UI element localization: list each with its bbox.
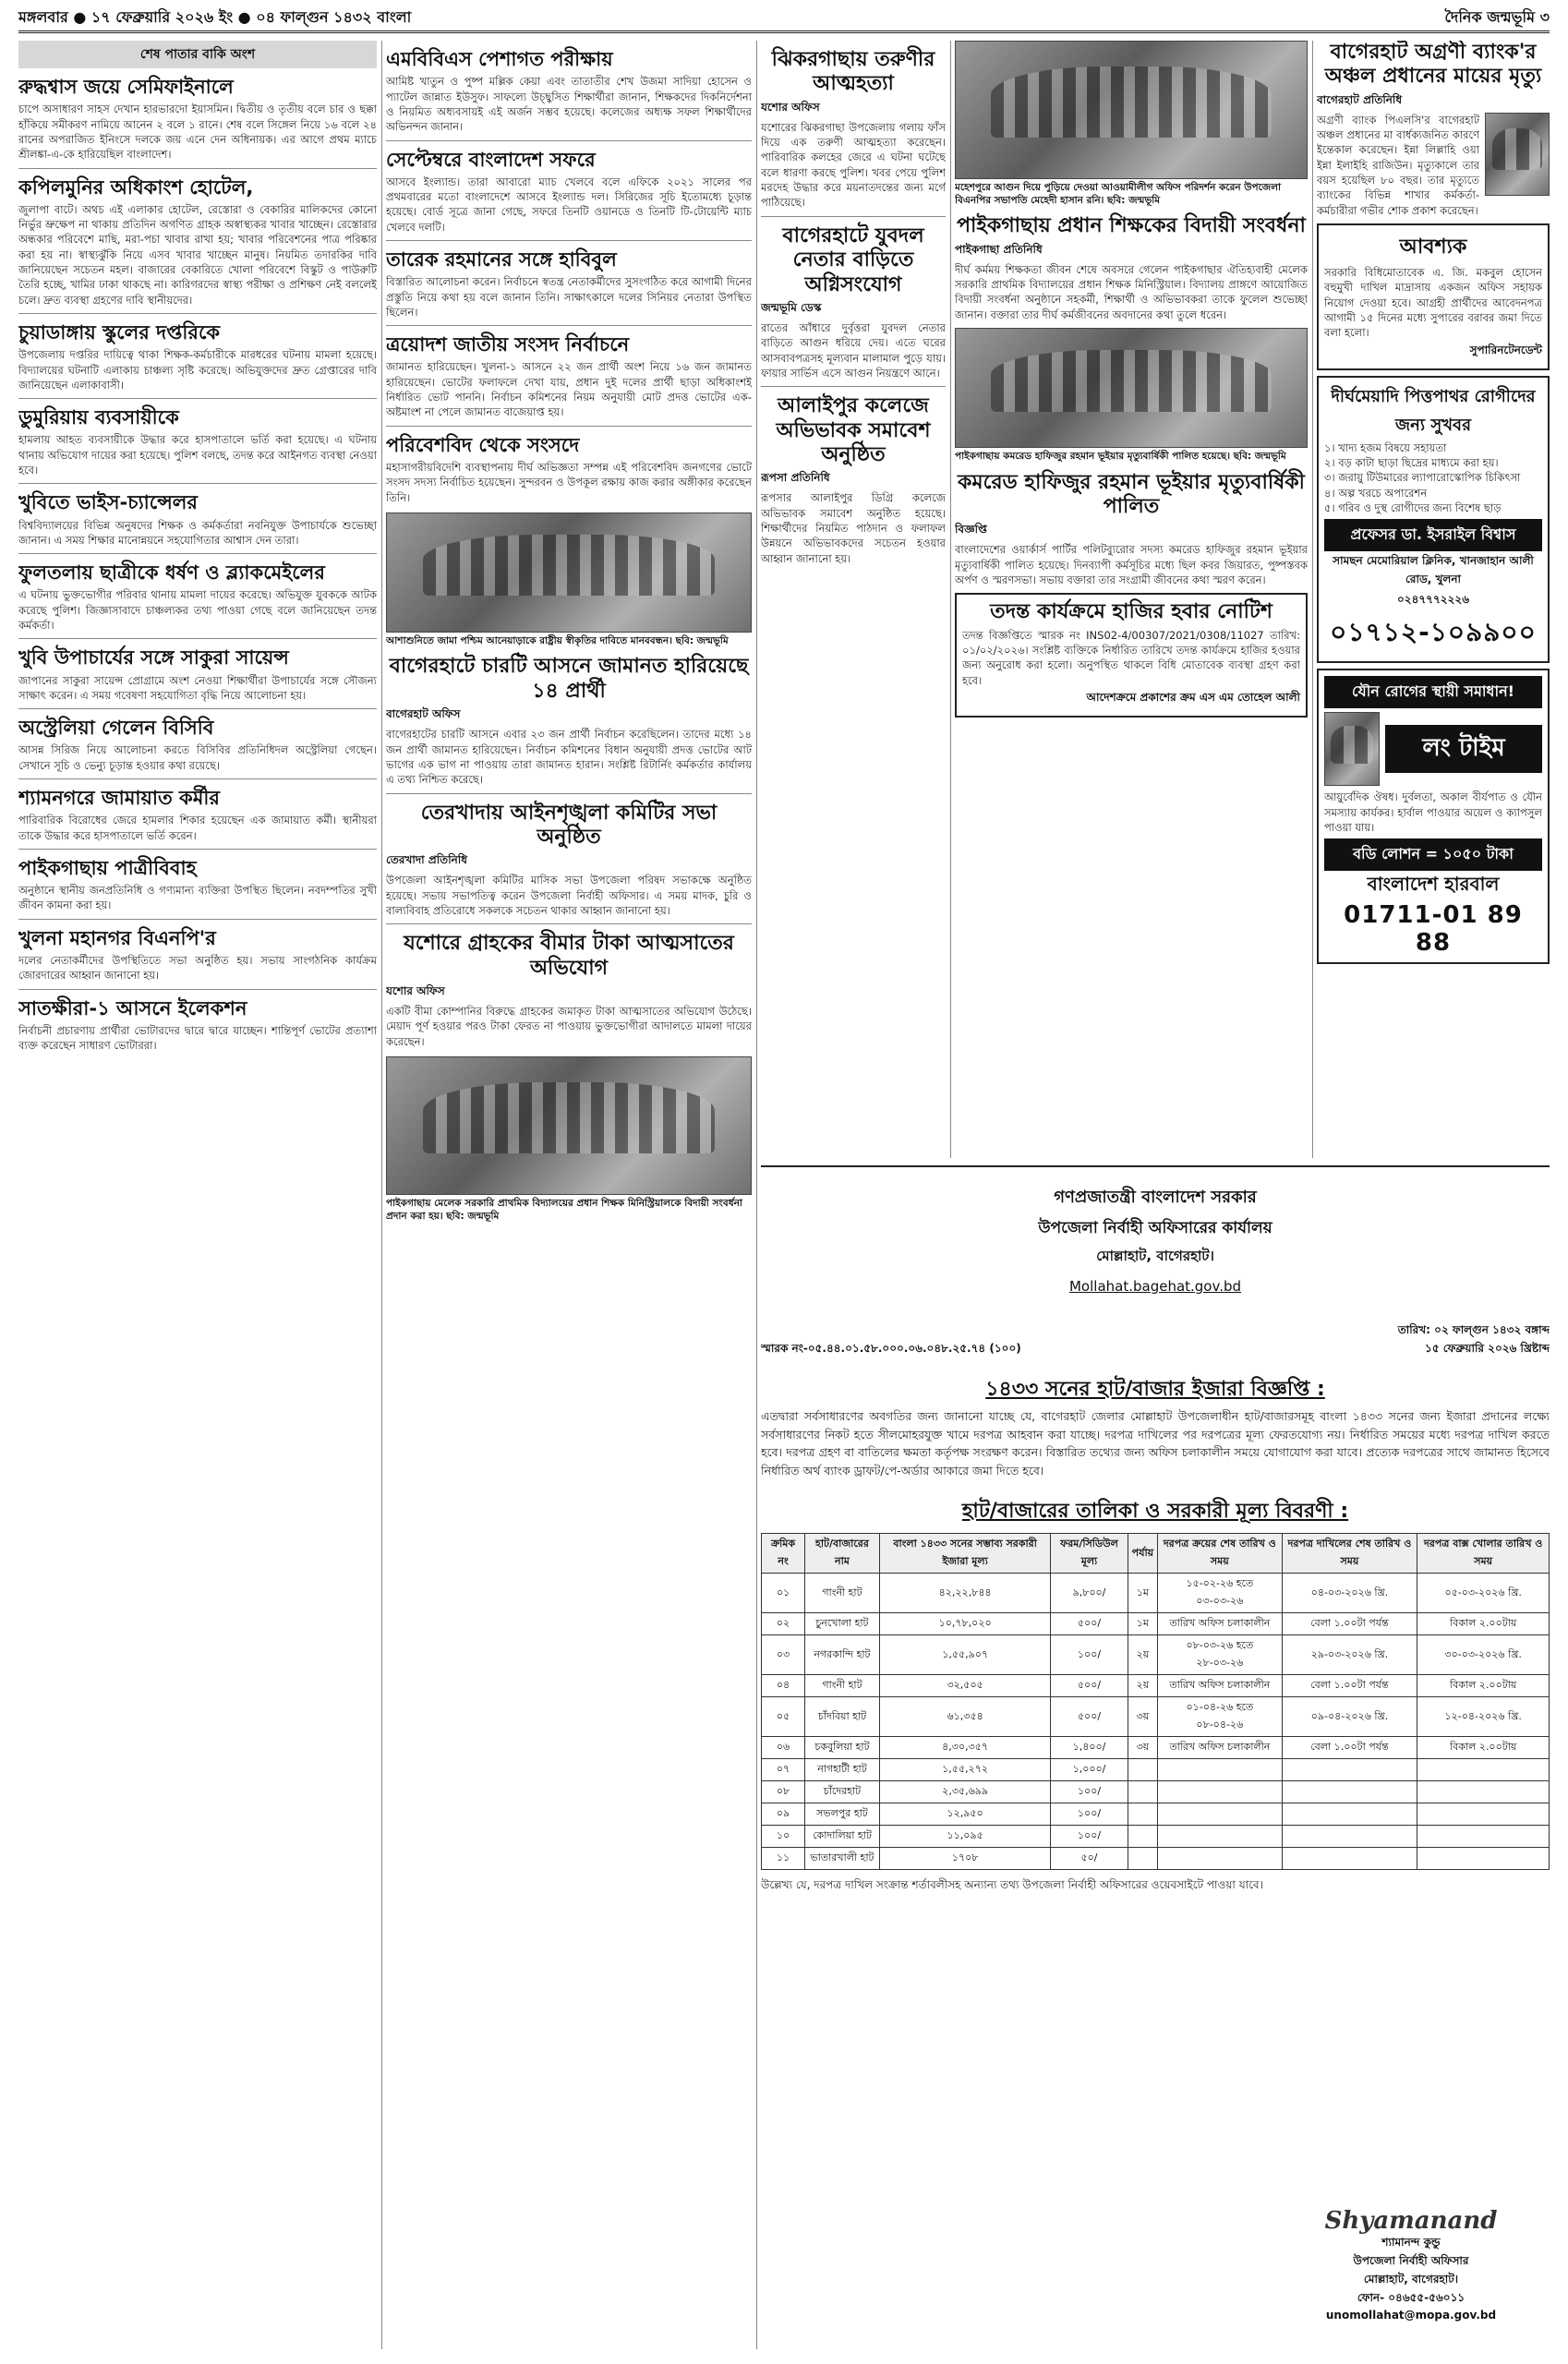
table-header: হাট/বাজারের নাম [805,1534,880,1574]
article-body: জামানত হারিয়েছেন। খুলনা-১ আসনে ২২ জন প্রার্থী অংশ নিয়ে ১৬ জন জামানত হারিয়েছেন। ভোটের ফলাফলে দেখা যায়, প্রধান দুই দলের প্রার্থী ছাড়া অধিকাংশই নির্ধারিত ভোট পাননি। নির্বাচন কমিশনের নিয়ম অনুযায়ী মোট প্রদত্ত ভোটের এক-অষ্টমাংশ না পেলে জামানত বাজেয়াপ্ত হয়। [386,360,752,419]
headline: যশোরে গ্রাহকের বীমার টাকা আত্মসাতের অভিযোগ [404,932,734,980]
photo-caption: মহেশপুরে আগুন দিয়ে পুড়িয়ে দেওয়া আওয়ামীলীগ অফিস পরিদর্শন করেন উপজেলা বিএনপির সভাপতি মেহেদী হাসান রনি। ছবি: জন্মভূমি [955,182,1282,206]
article [18,76,377,169]
table-cell: ১০০/ [1051,1635,1128,1675]
table-row [762,1613,1550,1635]
table-cell: ১,৫৫,২৭২ [879,1759,1050,1781]
table-title: হাট/বাজারের তালিকা ও সরকারী মূল্য বিবরণী : [961,1499,1349,1523]
signature-block [1309,2207,1513,2322]
ad-title: দীর্ঘমেয়াদি পিত্তপাথর রোগীদের জন্য সুখবর [1331,386,1536,435]
table-cell: ১৭০৮ [879,1848,1050,1870]
table-cell: ০২ [762,1613,805,1635]
headline: কপিলমুনির অধিকাংশ হোটেল, [18,175,254,199]
table-cell: বেলা ১.০০টা পর্যন্ত [1282,1675,1417,1697]
clinic-item: ৫। গরিব ও দুস্থ রোগীদের জন্য বিশেষ ছাড় [1324,501,1502,515]
sign-email[interactable]: unomollahat@mopa.gov.bd [1325,2309,1497,2322]
article-body: উপজেলা আইনশৃঙ্খলা কমিটির মাসিক সভা উপজেলা পরিষদ সভাকক্ষে অনুষ্ঠিত হয়েছে। সভায় সভাপতিত্ব করেন উপজেলা নির্বাহী অফিসার। এ সময় মাদক, চুরি ও বাল্যবিবাহ প্রতিরোধে সকলকে সচেতন থাকার আহ্বান জানানো হয়। [386,874,752,918]
article-body: মহাসাগরীয়বিদেশি ব্যবস্থাপনায় দীর্ঘ অভিজ্ঞতা সম্পন্ন এই পরিবেশবিদ জনগণের ভোটে সংসদ সদস্য নির্বাচিত হয়েছেন। সুন্দরবন ও উপকূল রক্ষায় কাজ করার অঙ্গীকার করেছেন তিনি। [386,460,752,504]
table-cell [1158,1803,1282,1826]
photo-caption: আশাশুনিতে জামা পশ্চিম আনেয়াড়াকে রাষ্ট্রীয় স্বীকৃতির দাবিতে মানববন্ধন। ছবি: জন্মভূমি [386,634,729,646]
headline: তেরখাদায় আইনশৃঙ্খলা কমিটির সভা অনুষ্ঠিত [420,801,718,849]
headline: খুলনা মহানগর বিএনপি'র [18,926,216,949]
table-cell: ৪২,২২,৮৪৪ [879,1574,1050,1613]
headline: সেপ্টেম্বরে বাংলাদেশ সফরে [386,148,596,171]
table-cell [1128,1803,1157,1826]
article [386,333,752,420]
product-image [1324,712,1380,786]
table-cell: ০৮-০৩-২৬ হতে ২৮-০৩-২৬ [1158,1635,1282,1675]
table-row [762,1635,1550,1675]
clinic-item: ৩। জরায়ু টিউমারের ল্যাপারোস্কোপিক চিকিৎসা [1324,471,1521,485]
news-photo [955,41,1308,179]
ad-sign: সুপারিনটেনডেন্ট [1469,343,1542,356]
table-cell: ৫০০/ [1051,1697,1128,1737]
table-row [762,1848,1550,1870]
paper-name: দৈনিক জন্মভূমি ৩ [1444,8,1550,26]
clinic-item: ২। বড় কাটা ছাড়া ছিদ্রের মাধ্যমে করা হয়। [1324,456,1499,470]
headline: চুয়াডাঙ্গায় স্কুলের দপ্তরিকে [18,320,221,344]
table-cell: ৩২,৫০৫ [879,1675,1050,1697]
table-cell: ১০০/ [1051,1781,1128,1803]
ad-body: সরকারি বিধিমোতাবেক এ. জি. মকবুল হোসেন বহুমুখী দাখিল মাদ্রাসায় একজন অফিস সহায়ক নিয়োগ দেওয়া হবে। আগ্রহী প্রার্থীদের আবেদনপত্র আগামী ১৫ দিনের মধ্যে সুপারের বরাবর জমা দিতে বলা হলো। [1324,266,1542,340]
article [18,321,377,399]
shop-name: বাংলাদেশ হারবাল [1367,873,1500,896]
table-cell: ০৪ [762,1675,805,1697]
ad-title: আবশ্যক [1399,235,1467,259]
ad-need [1317,223,1550,370]
article-body: আসবে ইংল্যান্ড। তারা আবারো ম্যাচ খেলবে বলে এফিকে ২০২১ সালের পর প্রথমবারের মতো বাংলাদেশে আসবে ইংল্যান্ড দল। সিরিজের সূচি ইতোমধ্যে চূড়ান্ত হয়েছে। বোর্ড সূত্রে জানা গেছে, সফরে তিনটি ওয়ানডে ও তিনটি টি-টোয়েন্টি ম্যাচ খেলবে দলটি। [386,175,752,234]
table-cell: ০৬ [762,1737,805,1759]
headline: পাইকগাছায় পাত্রীবিবাহ [18,856,197,879]
table-cell: গাংনী হাট [805,1675,880,1697]
table-cell: বেলা ১.০০টা পর্যন্ত [1282,1613,1417,1635]
table-cell: বিকাল ২.০০টায় [1417,1675,1550,1697]
section-band: শেষ পাতার বাকি অংশ [18,41,377,68]
table-header: পর্যায় [1128,1534,1157,1574]
table-cell: ০১ [762,1574,805,1613]
tender-notice: এতদ্বারা সর্বসাধারণের অবগতির জন্য জানানো যাচ্ছে যে, বাগেরহাট জেলার মোল্লাহাট উপজেলাধীন হাট/বাজারসমূহ বাংলা ১৪৩৩ সনের জন্য ইজারা প্রদানের লক্ষ্যে সর্বসাধারণের নিকট হতে সীলমোহরযুক্ত খামে দরপত্র আহবান করা যাচ্ছে। দরপত্র দাখিলের পর দরপত্রের মূল্য ফেরতযোগ্য নয়। নির্ধারিত সময়ের মধ্যে দরপত্র দাখিল করতে হবে। দরপত্র গ্রহণ বা বাতিলের ক্ষমতা কর্তৃপক্ষ সংরক্ষণ করেন। বিস্তারিত তথ্যের জন্য অফিস চলাকালীন সময়ে যোগাযোগ করা যাবে। প্রত্যেক দরপত্রের সাথে জামানত হিসেবে নির্ধারিত অর্থ ব্যাংক ড্রাফট/পে-অর্ডার আকারে জমা দিতে হবে। [761,1409,1550,1478]
article [18,491,377,554]
table-cell [1417,1781,1550,1803]
table-header: ফরম/সিডিউল মূল্য [1051,1534,1128,1574]
article-body: চাপে অসাধারণ সাহস দেখান হারভারদো ইয়াসমিন। দ্বিতীয় ও তৃতীয় বলে চার ও ছক্কা হাঁকিয়ে সমীকরণ নামিয়ে আনেন ২ বলে ১ রানে। শেষ বলে সিঙ্গেল নিয়ে ১৬ বলে ২৪ রানের অপরাজিত ইনিংসে দলকে জয় এনে দেন অধিনায়ক। এর আগে প্রথম ম্যাচে শ্রীলঙ্কা-এ-কে হারিয়েছিল বাংলাদেশ। [18,103,377,162]
headline: এমবিবিএস পেশাগত পরীক্ষায় [386,48,613,70]
table-cell: ৪,৩০,৩৫৭ [879,1737,1050,1759]
table-cell [1282,1826,1417,1848]
table-cell: ৯,৮০০/ [1051,1574,1128,1613]
table-cell: ১২-০৪-২০২৬ খ্রি. [1417,1697,1550,1737]
table-cell: ১ম [1128,1613,1157,1635]
article [18,646,377,709]
byline: তেরখাদা প্রতিনিধি [386,853,467,867]
memo-number: স্মারক নং-০৫.৪৪.০১.৫৮.০০০.০৬.০৪৮.২৫.৭৪ (১০০) [761,1342,1021,1355]
ad-herbal [1317,669,1550,964]
column-4 [955,41,1308,1158]
headline: ত্রয়োদশ জাতীয় সংসদ নির্বাচনে [386,333,630,356]
table-cell: ১৫-০২-২৬ হতে ০৩-০৩-২৬ [1158,1574,1282,1613]
hat-table [761,1533,1550,1870]
notice-body: তদন্ত বিজ্ঞপ্তিতে স্মারক নং INS02-4/00307/2021/0308/11027 তারিখ: ০১/০২/২০২৬। সংশ্লিষ্ট ব্যক্তিকে নির্ধারিত তারিখে তদন্ত কার্যক্রমে হাজির হওয়ার জন্য অনুরোধ করা হলো। অনুপস্থিত থাকলে বিধি মোতাবেক ব্যবস্থা গ্রহণ করা হবে। [962,628,1300,687]
ad-phone: 01711-01 89 88 [1344,901,1523,958]
sign-phone: ফোন- ০৪৬৫৫-৫৬০১১ [1357,2291,1465,2304]
table-row [762,1803,1550,1826]
table-cell [1417,1826,1550,1848]
headline: খুবি উপাচার্যের সঙ্গে সাকুরা সায়েন্স [18,646,289,669]
table-cell: ১০ [762,1826,805,1848]
table-cell [1128,1826,1157,1848]
headline: ফুলতলায় ছাত্রীকে ধর্ষণ ও ব্ল্যাকমেইলের [18,561,325,585]
article-body: হামলায় আহত ব্যবসায়ীকে উদ্ধার করে হাসপাতালে ভর্তি করা হয়েছে। এ ঘটনায় থানায় অভিযোগ দায়ের করা হয়েছে। পুলিশ বলছে, তদন্ত করে আইনগত ব্যবস্থা নেওয়া হবে। [18,433,377,476]
table-row [762,1781,1550,1803]
article-body: বিশ্ববিদ্যালয়ের বিভিন্ন অনুষদের শিক্ষক ও কর্মকর্তারা নবনিযুক্ত উপাচার্যকে শুভেচ্ছা জানান। এ সময় শিক্ষার মানোন্নয়নে সহযোগিতার আশ্বাস দেন তারা। [18,518,377,547]
clinic-item: ১। খাদ্য হজম বিষয়ে সহায়তা [1324,440,1447,454]
table-cell: গাংনী হাট [805,1574,880,1613]
article-body: অনুষ্ঠানে স্থানীয় জনপ্রতিনিধি ও গণ্যমান্য ব্যক্তিরা উপস্থিত ছিলেন। নবদম্পতির সুখী জীবন কামনা করা হয়। [18,884,377,912]
headline: রুদ্ধশ্বাস জয়ে সেমিফাইনালে [18,76,234,98]
table-cell: চকবুলিয়া হাট [805,1737,880,1759]
sign-place: মোল্লাহাট, বাগেরহাট। [1363,2273,1459,2286]
gov-notice [761,1165,1550,2349]
table-cell: ৩য় [1128,1737,1157,1759]
table-cell: চুনখোলা হাট [805,1613,880,1635]
table-header: দরপত্র ক্রয়ের শেষ তারিখ ও সময় [1158,1534,1282,1574]
article-body: আমিষ্ট খাতুন ও পুষ্প মল্লিক কেয়া এবং তাতাতীর শেখ উজমা সাদিয়া হোসেন ও প্যাটেল জান্নাত ইউসুফ। সাফল্যে উচ্ছ্বসিত শিক্ষার্থীরা জানান, শিক্ষকদের দিকনির্দেশনা ও নিয়মিত অধ্যবসায়ই এই অর্জন সম্ভব হয়েছে। কলেজের অধ্যক্ষ সফল শিক্ষার্থীদের অভিনন্দন জানান। [386,75,752,134]
table-row [762,1574,1550,1613]
table-cell [1282,1803,1417,1826]
table-row [762,1675,1550,1697]
table-cell: ১২,৯৫০ [879,1803,1050,1826]
table-cell: চাঁদেরহাট [805,1781,880,1803]
article [386,48,752,135]
byline: যশোর অফিস [761,100,820,114]
table-cell [1282,1759,1417,1781]
table-row [762,1759,1550,1781]
page-header [18,6,1550,33]
table-cell: ১১ [762,1848,805,1870]
table-cell [1417,1848,1550,1870]
byline: বাগেরহাট প্রতিনিধি [1317,92,1403,106]
table-cell: ২,৩৫,৬৯৯ [879,1781,1050,1803]
table-cell: ভাতারখালী হাট [805,1848,880,1870]
table-cell: ২য় [1128,1635,1157,1675]
table-header: বাংলা ১৪৩৩ সনের সম্ভাব্য সরকারী ইজারা মূল্য [879,1534,1050,1574]
column-2 [386,41,752,2349]
byline: জন্মভূমি ডেস্ক [761,300,822,314]
date-bangla: তারিখ: ০২ ফাল্গুন ১৪৩২ বঙ্গাব্দ [1397,1323,1550,1336]
portrait-photo [1485,113,1550,196]
headline: তারেক রহমানের সঙ্গে হাবিবুল [386,248,617,271]
photo-caption: পাইকগাছায় কমরেড হাফিজুর রহমান ভূইয়ার মৃত্যুবার্ষিকী পালিত হয়েছে। ছবি: জন্মভূমি [955,450,1286,462]
article-body: একটি বীমা কোম্পানির বিরুদ্ধে গ্রাহকের জমাকৃত টাকা আত্মসাতের অভিযোগ উঠেছে। মেয়াদ পূর্ণ হওয়ার পরও টাকা ফেরত না পাওয়ায় ভুক্তভোগীরা আদালতে মামলা দায়ের করেছেন। [386,1005,752,1048]
byline: পাইকগাছা প্রতিনিধি [955,242,1043,256]
tender-title: ১৪৩৩ সনের হাট/বাজার ইজারা বিজ্ঞপ্তি : [985,1378,1325,1401]
table-cell: ১০০/ [1051,1803,1128,1826]
table-cell [1158,1759,1282,1781]
article [18,927,377,990]
photo-caption: পাইকগাছায় মেলেক সরকারি প্রাথমিক বিদ্যালয়ের প্রধান শিক্ষক মিনিস্ট্রিয়ালকে বিদায়ী সংবর্ধনা প্রদান করা হয়। ছবি: জন্মভূমি [386,1198,742,1222]
article-body: নির্বাচনী প্রচারণায় প্রার্থীরা ভোটারদের দ্বারে দ্বারে যাচ্ছেন। শান্তিপূর্ণ ভোটের প্রত্যাশা ব্যক্ত করেছেন সাধারণ ভোটাররা। [18,1023,377,1053]
table-cell: ৫০০/ [1051,1613,1128,1635]
table-cell: নগরকান্দি হাট [805,1635,880,1675]
table-cell: ৩০-০৩-২০২৬ খ্রি. [1417,1635,1550,1675]
headline: পাইকগাছায় প্রধান শিক্ষকের বিদায়ী সংবর্ধনা [957,214,1306,238]
headline: শ্যামনগরে জামায়াত কর্মীর [18,787,220,810]
article-body: অগ্রণী ব্যাংক পিএলসি'র বাগেরহাট অঞ্চল প্রধানের মা বার্ধক্যজনিত কারণে ইন্তেকাল করেছেন। ইন্না লিল্লাহি ওয়া ইন্না ইলাইহি রাজিউন। মৃত্যুকালে তার বয়স হয়েছিল ৮০ বছর। তার মৃত্যুতে ব্যাংকের বিভিন্ন শাখার কর্মকর্তা-কর্মচারীরা গভীর শোক প্রকাশ করেছেন। [1317,113,1479,217]
article-body: বাগেরহাটের চারটি আসনে এবার ২৩ জন প্রার্থী নির্বাচন করেছিলেন। তাদের মধ্যে ১৪ জন প্রার্থী জামানত হারিয়েছেন। নির্বাচন কমিশনের বিধান অনুযায়ী প্রদত্ত ভোটের আট ভাগের এক ভাগ না পাওয়ায় তারা জামানত হারান। সংশ্লিষ্ট রিটার্নিং কর্মকর্তার কার্যালয় এ তথ্য নিশ্চিত করেছে। [386,728,752,787]
table-header: দরপত্র দাখিলের শেষ তারিখ ও সময় [1282,1534,1417,1574]
clinic-phone: ০১৭১২-১০৯৯০০ [1330,617,1537,648]
table-row [762,1826,1550,1848]
headline: ঝিকরগাছায় তরুণীর আত্মহত্যা [771,48,935,96]
table-cell: ০৮ [762,1781,805,1803]
headline: বাগেরহাট অগ্রণী ব্যাংক'র অঞ্চল প্রধানের মায়ের মৃত্যু [1324,41,1542,89]
article-body: এ ঘটনায় ভুক্তভোগীর পরিবার থানায় মামলা দায়ের করেছে। অভিযুক্ত যুবককে আটক করেছে পুলিশ। জিজ্ঞাসাবাদে চাঞ্চল্যকর তথ্য পাওয়া গেছে বলে জানিয়েছেন তদন্ত কর্মকর্তা। [18,588,377,633]
headline: তদন্ত কার্যক্রমে হাজির হবার নোটিশ [990,600,1272,624]
table-cell: বিকাল ২.০০টায় [1417,1613,1550,1635]
gov-line-3: মোল্লাহাট, বাগেরহাট। [1096,1248,1214,1264]
sign-title: উপজেলা নির্বাহী অফিসার [1353,2254,1469,2267]
table-cell: ১,৫৫,৯০৭ [879,1635,1050,1675]
article-body: উপজেলায় দপ্তরির দায়িত্বে থাকা শিক্ষক-কর্মচারীকে মারধরের ঘটনায় মামলা হয়েছে। বিদ্যালয়ের ঘটনাটি এলাকায় চাঞ্চল্য সৃষ্টি করেছে। অভিযুক্তদের দ্রুত গ্রেপ্তারের দাবি জানিয়েছেন এলাকাবাসী। [18,348,377,392]
gov-website[interactable]: Mollahat.bagehat.gov.bd [1068,1278,1242,1295]
notice-box [955,593,1308,718]
gov-line-2: উপজেলা নির্বাহী অফিসারের কার্যালয় [1038,1219,1272,1237]
table-cell: বিকাল ২.০০টায় [1417,1737,1550,1759]
byline: যশোর অফিস [386,984,445,998]
article-body: বাংলাদেশের ওয়ার্কার্স পার্টির পলিটব্যুরোর সদস্য কমরেড হাফিজুর রহমান ভূইয়ার মৃত্যুবার্ষিকী পালিত হয়েছে। দিনব্যাপী কর্মসূচির মধ্যে ছিল কবর জিয়ারত, পুষ্পস্তবক অর্পণ ও স্মরণসভা। সভায় বক্তারা তার সংগ্রামী জীবনের কথা স্মরণ করেন। [955,543,1308,587]
table-cell [1128,1781,1157,1803]
table-cell: ১,০০০/ [1051,1759,1128,1781]
table-cell: তারিখ অফিস চলাকালীন [1158,1613,1282,1635]
article [386,149,752,235]
ad-title: যৌন রোগের স্থায়ী সমাধান! [1324,676,1542,708]
article-body: জুলাপা বাটে। অথচ এই এলাকার হোটেল, রেস্তোরা ও বেকারির মালিকদের কোনো নির্ভুর ভ্রুক্ষেপ না থাকায় প্রতিদিন অগণিত গ্রাহক অস্বাস্থ্যকর খাবার খাচ্ছেন। রেস্তোরার অন্ধকার পরিবেশে মাছি, মরা-পচা খাবার রাখা হয়; খাবার পরিবেশনের পাত্র পরিষ্কার করা হয় না। স্বাস্থ্যঝুঁকি নিয়ে এসব খাবার খাচ্ছেন মানুষ। নিয়মিত তদারকির দাবি জানিয়েছেন সচেতন মহল। বাজারের বেকারিতে খোলা পরিবেশে বিস্কুট ও পাউরুটি তৈরি হচ্ছে, খামির ঢাকা থাকছে না। কারিগরদের স্বাস্থ্য পরীক্ষা ও প্রশিক্ষণ নেই বললেই চলে। দ্রুত ব্যবস্থা গ্রহণের দাবি স্থানীয়দের। [18,202,377,307]
table-header: ক্রমিক নং [762,1534,805,1574]
table-cell: ০৩ [762,1635,805,1675]
sign-name: শ্যামানন্দ কুন্ডু [1381,2236,1441,2249]
article [18,857,377,920]
article-body: যশোরের ঝিকরগাছা উপজেলায় গলায় ফাঁস দিয়ে এক তরুণী আত্মহত্যা করেছেন। পারিবারিক কলহের জেরে এ ঘটনা ঘটেছে বলে ধারণা করছে পুলিশ। খবর পেয়ে পুলিশ মরদেহ উদ্ধার করে ময়নাতদন্তের জন্য মর্গে পাঠিয়েছে। [761,120,946,210]
table-cell [1417,1759,1550,1781]
table-cell: চাঁদবিয়া হাট [805,1697,880,1737]
column-3 [761,41,946,1158]
headline: পরিবেশবিদ থেকে সংসদে [386,433,580,456]
table-header: দরপত্র বাক্স খোলার তারিখ ও সময় [1417,1534,1550,1574]
headline: কমরেড হাফিজুর রহমান ভূইয়ার মৃত্যুবার্ষিকী পালিত [958,470,1305,519]
byline: বিজ্ঞপ্তি [955,523,987,537]
headline: আলাইপুর কলেজে অভিভাবক সমাবেশ অনুষ্ঠিত [776,394,931,467]
table-cell [1128,1759,1157,1781]
article-body: দীর্ঘ কর্মময় শিক্ষকতা জীবন শেষে অবসরে গেলেন পাইকগাছার ঐতিহ্যবাহী মেলেক সরকারি প্রাথমিক বিদ্যালয়ের প্রধান শিক্ষক মিনিস্ট্রিয়াল। বিদ্যালয় প্রাঙ্গণে আয়োজিত বিদায়ী সংবর্ধনা অনুষ্ঠানে সহকর্মী, শিক্ষার্থী ও অভিভাবকরা তাকে ফুলেল শুভেচ্ছা জানান। বক্তারা তার দীর্ঘ কর্মজীবনের অবদানের কথা তুলে ধরেন। [955,262,1308,321]
headline: খুবিতে ভাইস-চ্যান্সেলর [18,491,198,514]
table-cell: ৫০০/ [1051,1675,1128,1697]
table-cell: ৩য় [1128,1697,1157,1737]
date-english: ১৫ ফেব্রুয়ারি ২০২৬ খ্রিষ্টাব্দ [1425,1342,1550,1355]
headline: সাতক্ষীরা-১ আসনে ইলেকশন [18,996,247,1019]
article-body: জাপানের সাকুরা সায়েন্স প্রোগ্রামে অংশ নেওয়া শিক্ষার্থীরা উপাচার্যের সঙ্গে সৌজন্য সাক্ষাৎ করেন। এ সময় গবেষণা সহযোগিতা বৃদ্ধি নিয়ে আলোচনা হয়। [18,673,377,702]
article [18,406,377,484]
headline: বাগেরহাটে যুবদল নেতার বাড়িতে অগ্নিসংযোগ [782,223,924,296]
table-cell: ২য় [1128,1675,1157,1697]
table-footer: উল্লেখ্য যে, দরপত্র দাখিল সংক্রান্ত শর্তাবলীসহ অন্যান্য তথ্য উপজেলা নির্বাহী অফিসারের ওয়েবসাইটে পাওয়া যাবে। [761,1878,1263,1892]
column-1 [18,41,377,2349]
article-body: পারিবারিক বিরোধের জেরে হামলার শিকার হয়েছেন এক জামায়াত কর্মী। স্থানীয়রা তাকে উদ্ধার করে হাসপাতালে ভর্তি করেন। [18,814,377,842]
table-cell [1158,1781,1282,1803]
news-photo [955,328,1308,448]
table-cell: ০৫ [762,1697,805,1737]
headline: অস্ট্রেলিয়া গেলেন বিসিবি [18,717,214,740]
table-row [762,1737,1550,1759]
article [386,248,752,320]
table-cell [1128,1848,1157,1870]
table-cell: বেলা ১.০০টা পর্যন্ত [1282,1737,1417,1759]
article-body: বিস্তারিত আলোচনা করেন। নির্বাচনে স্বতন্ত্র নেতাকর্মীদের সুসংগঠিত করে আগামী দিনের প্রস্তুতি নিয়ে কথা হয় বলে জানান তিনি। সাক্ষাৎকালে দলের সিনিয়র নেতারা উপস্থিত ছিলেন। [386,275,752,319]
table-cell: সভলপুর হাট [805,1803,880,1826]
date-line: মঙ্গলবার ● ১৭ ফেব্রুয়ারি ২০২৬ ইং ● ০৪ ফাল্গুন ১৪৩২ বাংলা [18,8,412,26]
table-cell: ১০০/ [1051,1826,1128,1848]
table-cell: ০৫-০৩-২০২৬ খ্রি. [1417,1574,1550,1613]
table-cell: ৫০/ [1051,1848,1128,1870]
clinic-place: সামছন মেমোরিয়াল ক্লিনিক, খানজাহান আলী রোড, খুলনা [1333,554,1534,586]
table-cell [1282,1781,1417,1803]
article-body: দলের নেতাকর্মীদের উপস্থিতিতে সভা অনুষ্ঠিত হয়। সভায় সাংগঠনিক কার্যক্রম জোরদারের আহ্বান জানানো হয়। [18,953,377,983]
article [18,997,377,1054]
table-cell: কোদালিয়া হাট [805,1826,880,1848]
gov-line-1: গণপ্রজাতন্ত্রী বাংলাদেশ সরকার [1054,1188,1257,1207]
article [18,561,377,639]
table-cell: ০৯-০৪-২০২৬ খ্রি. [1282,1697,1417,1737]
clinic-phone-2: ০২৪৭৭৭২২২৬ [1396,593,1469,607]
table-cell: ১১,০৯৫ [879,1826,1050,1848]
table-cell: ২৯-০৩-২০২৬ খ্রি. [1282,1635,1417,1675]
signature: Shyamanand [1324,2207,1498,2235]
table-cell [1158,1848,1282,1870]
article [18,176,377,314]
article-body: রাতের আঁধারে দুর্বৃত্তরা যুবদল নেতার বাড়িতে আগুন ধরিয়ে দেয়। এতে ঘরের আসবাবপত্রসহ মূল্যবান মালামাল পুড়ে যায়। ফায়ার সার্ভিস এসে আগুন নিয়ন্ত্রণে আনে। [761,320,946,380]
ad-clinic [1317,376,1550,664]
article-body: আসন্ন সিরিজ নিয়ে আলোচনা করতে বিসিবির প্রতিনিধিদল অস্ট্রেলিয়া গেছেন। সেখানে সূচি ও ভেন্যু চূড়ান্ত হওয়ার কথা রয়েছে। [18,743,377,772]
news-photo [386,513,752,633]
headline: ডুমুরিয়ায় ব্যবসায়ীকে [18,406,179,429]
news-photo [386,1056,752,1195]
headline: বাগেরহাটে চারটি আসনে জামানত হারিয়েছে ১৪ প্রার্থী [389,655,749,703]
table-cell: তারিখ অফিস চলাকালীন [1158,1675,1282,1697]
table-cell: ১ম [1128,1574,1157,1613]
ad-price: বডি লোশন = ১০৫০ টাকা [1324,838,1542,871]
clinic-doctor: প্রফেসর ডা. ইসরাইল বিশ্বাস [1324,519,1542,551]
table-cell: ১০,৭৮,০২০ [879,1613,1050,1635]
article [18,787,377,850]
table-cell: ০৭ [762,1759,805,1781]
article [18,717,377,779]
table-cell: তারিখ অফিস চলাকালীন [1158,1737,1282,1759]
table-cell: ১,৪০০/ [1051,1737,1128,1759]
brand-name: লং টাইম [1385,725,1542,773]
table-cell: নাগহাটী হাট [805,1759,880,1781]
article [386,434,752,505]
table-cell: ০১-০৪-২৬ হতে ০৮-০৪-২৬ [1158,1697,1282,1737]
table-row [762,1697,1550,1737]
table-cell: ০৯ [762,1803,805,1826]
table-cell [1417,1803,1550,1826]
ad-body: আয়ুর্বেদিক ঔষধ। দুর্বলতা, অকাল বীর্যপাত ও যৌন সমস্যায় কার্যকর। হার্বাল পাওয়ার অয়েল ও ক্যাপসুল পাওয়া যায়। [1324,790,1542,835]
byline: বাগেরহাট অফিস [386,707,461,721]
byline: রূপসা প্রতিনিধি [761,471,830,485]
notice-sign: আদেশক্রমে প্রকাশের ক্রম এস এম তোহেল আলী [1086,691,1300,705]
column-5 [1317,41,1550,1158]
table-cell: ০৪-০৩-২০২৬ খ্রি. [1282,1574,1417,1613]
article-body: রূপসার আলাইপুর ডিগ্রি কলেজে অভিভাবক সমাবেশ অনুষ্ঠিত হয়েছে। শিক্ষার্থীদের নিয়মিত পাঠদান ও ফলাফল উন্নয়নে অভিভাবকদের সচেতন হওয়ার আহ্বান জানানো হয়। [761,491,946,565]
table-cell [1158,1826,1282,1848]
table-cell: ৬১,৩৫৪ [879,1697,1050,1737]
table-cell [1282,1848,1417,1870]
clinic-item: ৪। অল্প খরচে অপারেশন [1324,486,1428,500]
